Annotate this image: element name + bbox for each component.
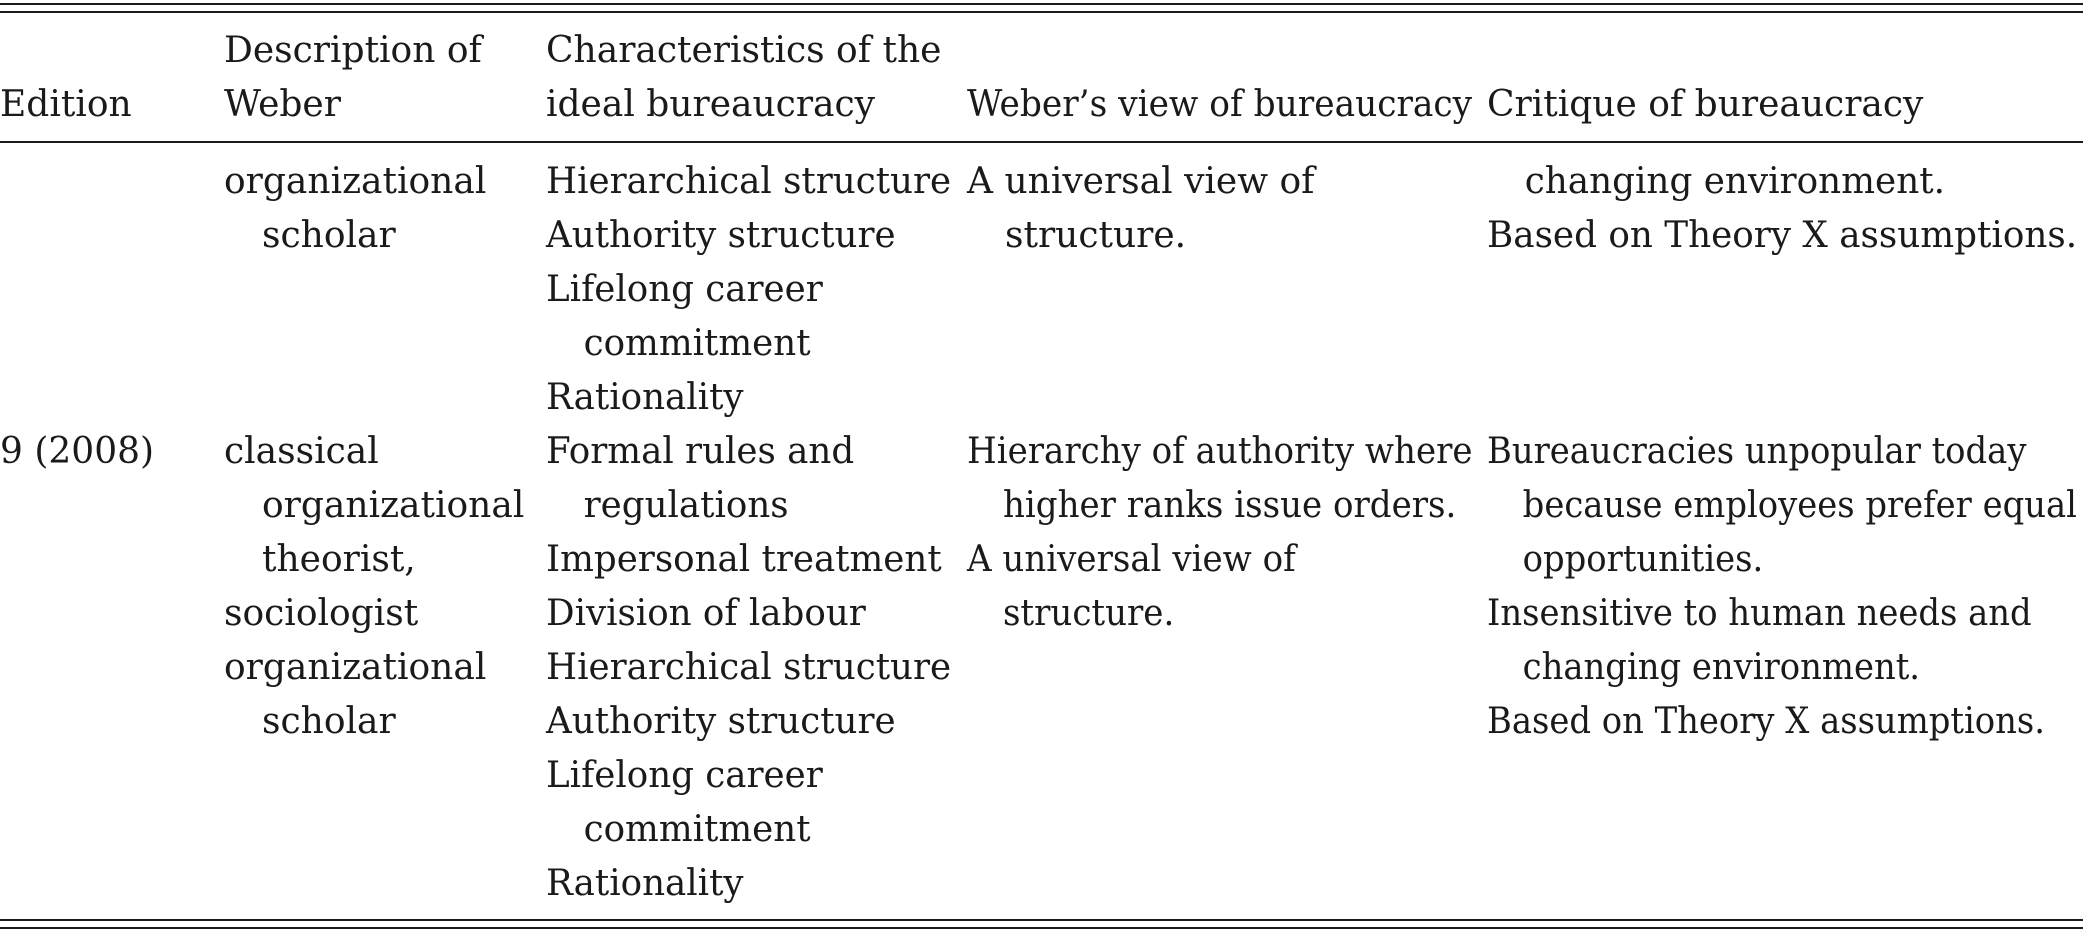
row2-description: classical organizational theorist, sociologist organizational scholar	[224, 431, 525, 742]
header-edition: Edition	[0, 84, 132, 125]
header-critique: Critique of bureaucracy	[1487, 84, 1924, 125]
row1-characteristics: Hierarchical structure Authority structure Lifelong career commitment Rationality	[546, 161, 952, 418]
row1-description: organizational scholar	[224, 161, 487, 256]
row2-edition: 9 (2008)	[0, 431, 155, 472]
header-rule	[0, 141, 2083, 143]
row1-view: A universal view of structure.	[967, 161, 1315, 256]
header-characteristics: Characteristics of the ideal bureaucracy	[546, 30, 942, 125]
table-bottom-rule	[0, 919, 2083, 921]
row1-critique: changing environment. Based on Theory X assumptions.	[1487, 161, 2078, 256]
header-view: Weber’s view of bureaucracy	[967, 84, 1473, 125]
row2-view: Hierarchy of authority where higher ranks issue orders. A universal view of structure.	[967, 431, 1473, 634]
row2-critique: Bureaucracies unpopular today because employees prefer equal opportunities. Insensitive to human needs and changing environment. Based on Theory X assumptions.	[1487, 431, 2077, 742]
table-top-rule	[0, 11, 2083, 13]
header-description: Description of Weber	[224, 30, 482, 125]
table-top-rule	[0, 3, 2083, 5]
row2-characteristics: Formal rules and regulations Impersonal treatment Division of labour Hierarchical structure Authority structure Lifelong career commitment Rationality	[546, 431, 952, 904]
table-bottom-rule	[0, 927, 2083, 929]
